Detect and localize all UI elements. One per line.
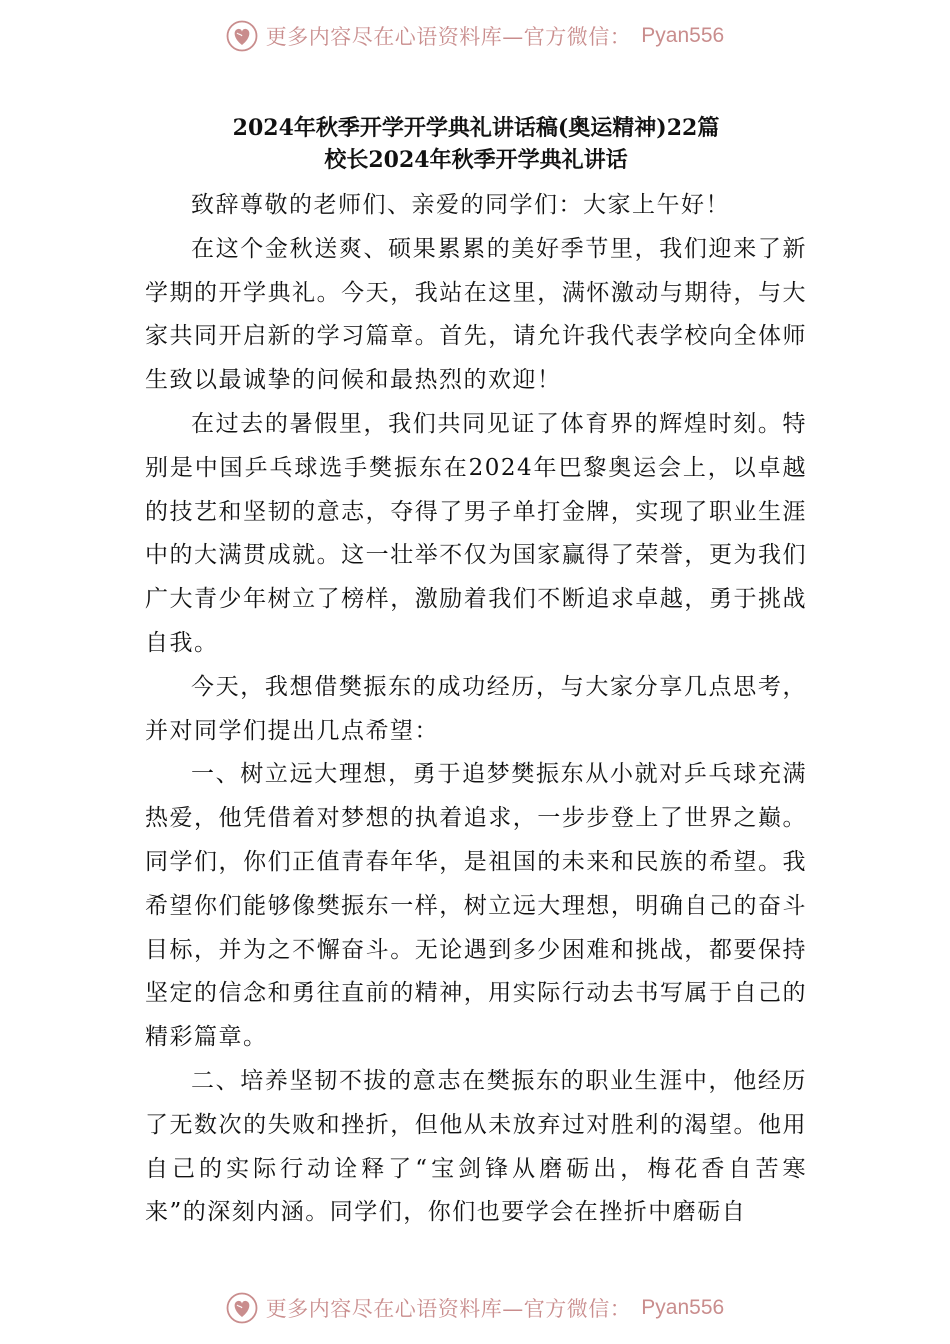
paragraph-greeting: 致辞尊敬的老师们、亲爱的同学们：大家上午好！ [191,192,730,218]
paragraph-point-one: 一、树立远大理想，勇于追梦樊振东从小就对乒乓球充满热爱，他凭借着对梦想的执着追求，一步步登上了世界之巅。同学们，你们正值青春年华，是祖国的未来和民族的希望。我希望你们能够像樊振东一样，树立远大理想，明确自己的奋斗目标，并为之不懈奋斗。无论遇到多少困难和挑战，都要保持坚定的信念和勇往直前的精神，用实际行动去书写属于自己的精彩篇章。 [145,761,807,1051]
watermark-text: 更多内容尽在心语资料库—官方微信： [265,1297,632,1321]
footer-watermark [0,1288,950,1328]
header-watermark [0,16,950,56]
heart-logo-icon [226,1292,258,1324]
paragraph-olympics: 在过去的暑假里，我们共同见证了体育界的辉煌时刻。特别是中国乒乓球选手樊振东在2024年巴黎奥运会上，以卓越的技艺和坚韧的意志，夺得了男子单打金牌，实现了职业生涯中的大满贯成就。这一壮举不仅为国家赢得了荣誉，更为我们广大青少年树立了榜样，激励着我们不断追求卓越，勇于挑战自我。 [145,410,807,656]
watermark-text: 更多内容尽在心语资料库—官方微信： [265,25,632,49]
document-title: 2024年秋季开学开学典礼讲话稿(奥运精神)22篇 [232,115,720,141]
paragraph-intro: 在这个金秋送爽、硕果累累的美好季节里，我们迎来了新学期的开学典礼。今天，我站在这里，满怀激动与期待，与大家共同开启新的学习篇章。首先，请允许我代表学校向全体师生致以最诚挚的问候和最热烈的欢迎！ [145,235,807,394]
paragraph-point-two: 二、培养坚韧不拔的意志在樊振东的职业生涯中，他经历了无数次的失败和挫折，但他从未放弃过对胜利的渴望。他用自己的实际行动诠释了“宝剑锋从磨砺出，梅花香自苦寒来”的深刻内涵。同学们，你们也要学会在挫折中磨砺自 [145,1067,807,1226]
watermark-wechat-id: Pyan556 [641,1296,725,1319]
paragraph-thoughts: 今天，我想借樊振东的成功经历，与大家分享几点思考，并对同学们提出几点希望： [145,673,807,744]
document-body [145,112,807,1235]
document-subtitle: 校长2024年秋季开学典礼讲话 [324,147,628,173]
watermark-wechat-id: Pyan556 [641,24,725,47]
heart-logo-icon [226,20,258,52]
paragraph-list [145,184,807,1235]
